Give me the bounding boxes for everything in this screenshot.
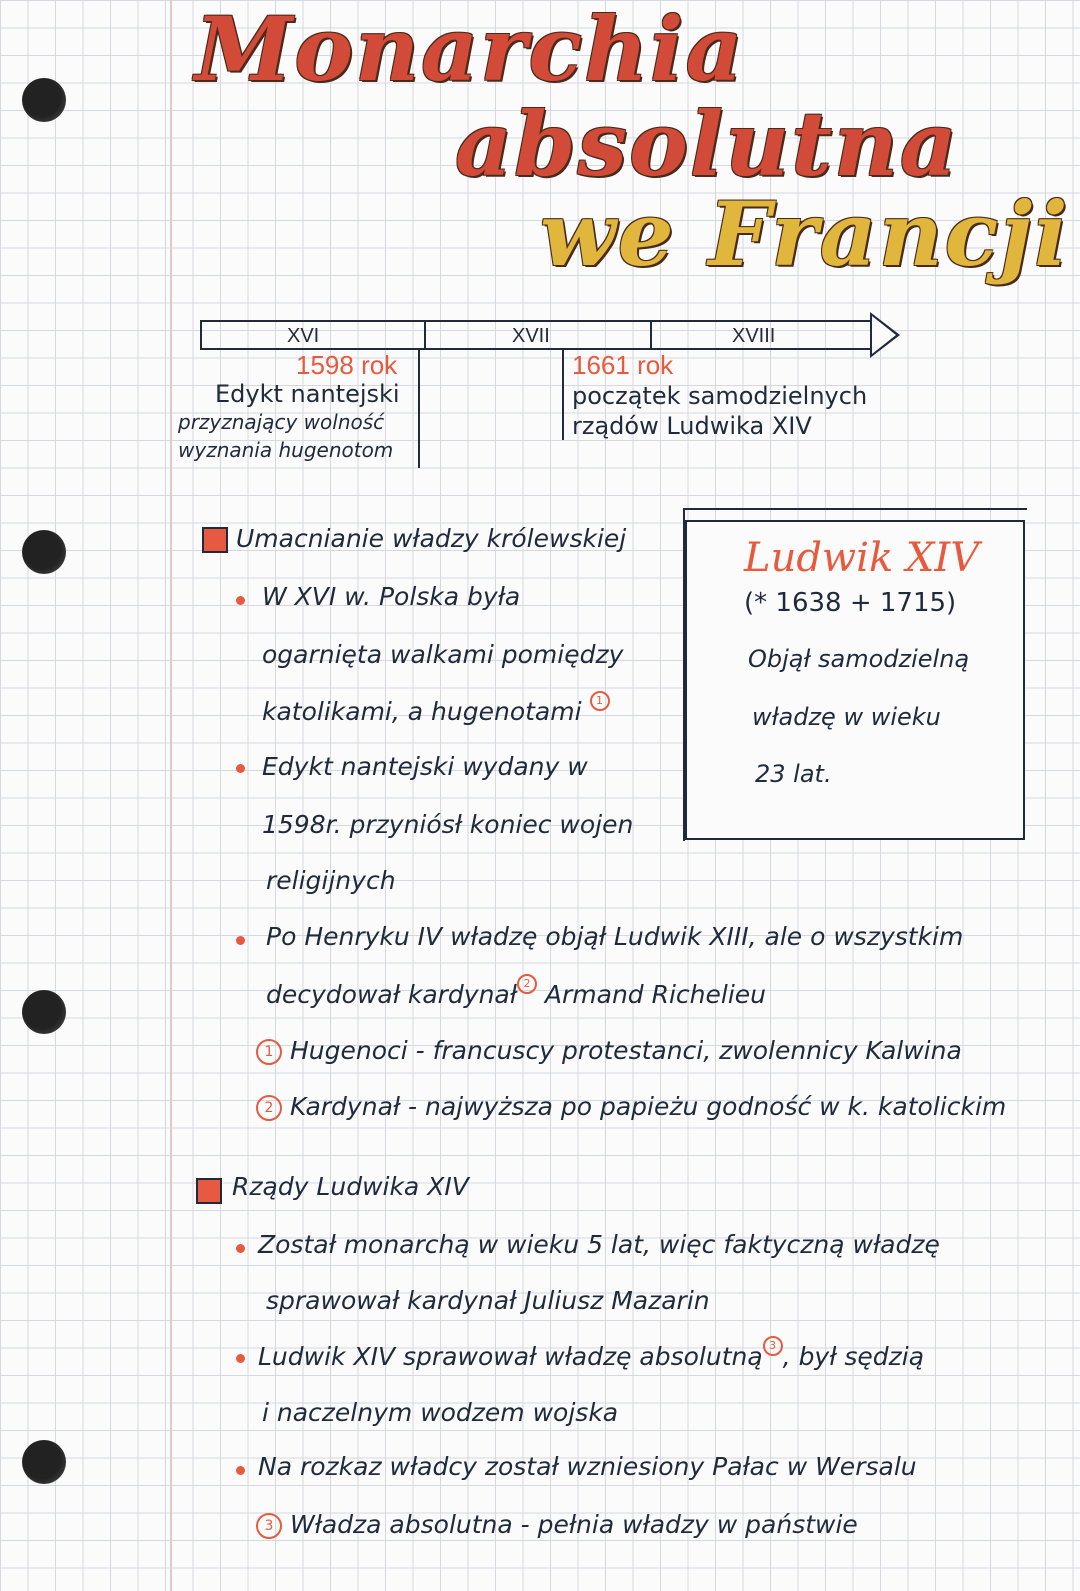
binder-hole — [22, 530, 66, 574]
bullet-icon — [236, 1354, 245, 1363]
bullet-icon — [236, 1466, 245, 1475]
timeline-marker — [562, 348, 564, 440]
event-text: rządów Ludwika XIV — [572, 412, 812, 440]
timeline-divider — [424, 322, 426, 348]
section-2-text: Na rozkaz władcy został wzniesiony Pałac w Wersalu — [258, 1452, 917, 1481]
section-2-text: Ludwik XIV sprawował władzę absolutną 3 , był sędzią — [258, 1342, 924, 1371]
section-1-text: decydował kardynał 2 Armand Richelieu — [266, 980, 766, 1009]
event-year-1661: 1661 rok — [572, 350, 674, 380]
box-line: 23 lat. — [755, 760, 832, 788]
section-2-text: sprawował kardynał Juliusz Mazarin — [266, 1286, 710, 1315]
section-1-text: Po Henryku IV władzę objął Ludwik XIII, ale o wszystkim — [266, 922, 964, 951]
footnote-3-mark: 3 — [763, 1336, 783, 1356]
timeline-divider — [650, 322, 652, 348]
section-1-text: religijnych — [266, 866, 396, 895]
title-line-3: we Francji — [540, 182, 1070, 286]
footnote-1-mark: 1 — [590, 691, 610, 711]
century-label: XVIII — [732, 325, 776, 347]
century-label: XVII — [512, 325, 550, 347]
event-year-1598: 1598 rok — [296, 350, 398, 380]
event-text: Edykt nantejski — [215, 380, 400, 408]
bullet-icon — [236, 1244, 245, 1253]
bullet-icon — [236, 936, 245, 945]
event-text: przyznający wolność — [178, 410, 385, 434]
section-1-text: Edykt nantejski wydany w — [262, 752, 588, 781]
timeline-bar — [200, 320, 880, 350]
footnote-2: 2 Kardynał - najwyższa po papieżu godność w k. katolickim — [256, 1092, 1006, 1121]
box-line: Objął samodzielną — [748, 645, 970, 673]
footnote-3: 3 Władza absolutna - pełnia władzy w państwie — [256, 1510, 858, 1539]
title-line-1: Monarchia — [195, 0, 745, 101]
section-1-text: W XVI w. Polska była — [262, 582, 521, 611]
bullet-icon — [236, 596, 245, 605]
section-2-heading: Rządy Ludwika XIV — [232, 1172, 469, 1201]
binder-hole — [22, 1440, 66, 1484]
section-2-text: i naczelnym wodzem wojska — [262, 1398, 619, 1427]
box-line: władzę w wieku — [752, 703, 941, 731]
bullet-icon — [236, 764, 245, 773]
box-dates: (* 1638 + 1715) — [744, 588, 957, 618]
century-label: XVI — [287, 325, 320, 347]
footnote-1: 1 Hugenoci - francuscy protestanci, zwolennicy Kalwina — [256, 1036, 962, 1065]
footnote-2-mark: 2 — [517, 974, 537, 994]
section-marker-icon — [196, 1178, 222, 1204]
event-text: wyznania hugenotom — [178, 438, 394, 462]
section-2-text: Został monarchą w wieku 5 lat, więc faktyczną władzę — [258, 1230, 940, 1259]
section-1-text: 1598r. przyniósł koniec wojen — [262, 810, 634, 839]
page-margin-line — [170, 0, 172, 1591]
section-marker-icon — [202, 527, 228, 553]
section-1-heading: Umacnianie władzy królewskiej — [236, 524, 627, 553]
binder-hole — [22, 78, 66, 122]
title-line-2: absolutna — [455, 92, 959, 196]
section-1-text: ogarnięta walkami pomiędzy — [262, 640, 624, 669]
box-name: Ludwik XIV — [744, 535, 980, 581]
section-1-text: katolikami, a hugenotami 1 — [262, 697, 610, 726]
binder-hole — [22, 990, 66, 1034]
event-text: początek samodzielnych — [572, 382, 868, 410]
timeline-marker — [418, 348, 420, 468]
